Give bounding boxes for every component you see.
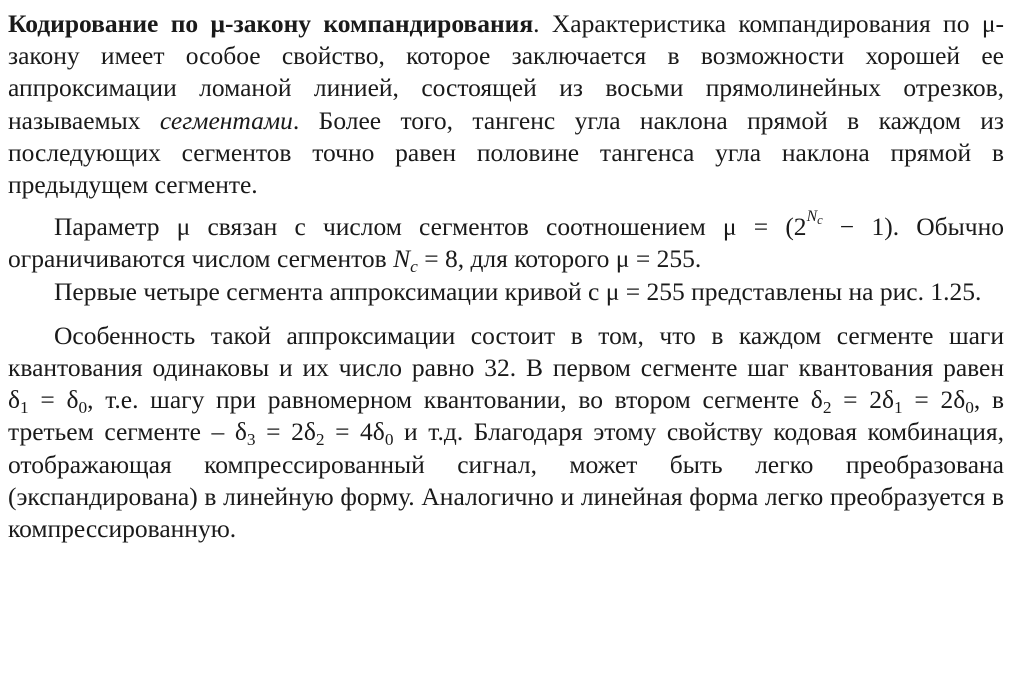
paragraph-mu-law-intro bbox=[8, 8, 1004, 201]
delta-symbol: δ bbox=[66, 385, 79, 415]
text-run: . Обычно ограничиваются числом сегментов bbox=[8, 212, 1005, 274]
text-run: , т.е. шагу при равномерном квантовании, во втором сегменте bbox=[87, 385, 811, 415]
delta-subscript: 2 bbox=[822, 398, 832, 418]
paragraph-segments-figure bbox=[8, 276, 1004, 308]
nc-subscript: c bbox=[410, 257, 418, 277]
text-run: , в третьем сегменте – bbox=[8, 385, 1004, 447]
equals: = bbox=[28, 385, 67, 415]
formula-mu bbox=[722, 208, 893, 242]
equals: = 2 bbox=[902, 385, 954, 415]
paragraph-mu-parameter bbox=[8, 208, 1005, 277]
formula-delta-2 bbox=[810, 385, 974, 418]
text-run: Первые четыре сегмента аппроксимации кривой с μ = 255 представлены на рис. 1.25. bbox=[54, 276, 982, 306]
delta-subscript: 3 bbox=[246, 430, 256, 450]
delta-symbol: δ bbox=[882, 385, 895, 415]
exponent-symbol: N bbox=[806, 208, 818, 225]
delta-subscript: 2 bbox=[315, 430, 325, 450]
equals: = 2 bbox=[831, 385, 882, 415]
delta-subscript: 1 bbox=[20, 398, 29, 418]
delta-subscript: 0 bbox=[965, 398, 974, 418]
text-run: Параметр μ связан с числом сегментов соотношением bbox=[54, 212, 723, 242]
delta-symbol: δ bbox=[953, 385, 966, 415]
emphasis-term: сегментами bbox=[159, 105, 293, 135]
delta-symbol: δ bbox=[810, 385, 823, 415]
text-run: . Характеристика компандирования по μ-закону имеет особое свойство, которое заключается в возможности хорошей ее аппроксимации ломаной линией, состоящей из восьми прямолинейных отрезков, называемых bbox=[8, 9, 1004, 135]
formula-rhs: − 1) bbox=[822, 212, 893, 242]
formula-delta-1 bbox=[8, 385, 88, 418]
equals: = 4 bbox=[324, 417, 373, 447]
text-run: , для которого μ = 255. bbox=[457, 244, 702, 274]
delta-symbol: δ bbox=[303, 417, 316, 447]
text-run: . Более того, тангенс угла наклона прямой в каждом из последующих сегментов точно равен половине тангенса угла наклона прямой в предыдущем сегменте. bbox=[8, 105, 1005, 200]
equals: = 2 bbox=[255, 417, 304, 447]
formula-exponent bbox=[806, 208, 823, 228]
text-run: Особенность такой аппроксимации состоит в том, что в каждом сегменте шаги квантования одинаковы и их число равно 32. В первом сегменте шаг квантования равен bbox=[8, 320, 1004, 383]
nc-symbol: N bbox=[393, 244, 411, 274]
delta-subscript: 1 bbox=[894, 398, 903, 418]
delta-symbol: δ bbox=[234, 417, 247, 447]
delta-symbol: δ bbox=[8, 385, 21, 415]
section-heading: Кодирование по μ-закону компандирования bbox=[8, 9, 534, 38]
text-run: и т.д. Благодаря этому свойству кодовая комбинация, отображающая компрессированный сигнал, может быть легко преобразована (экспандирована) в линейную форму. Аналогично и линейная форма легко преобразуется в компрессированную. bbox=[8, 417, 1004, 544]
delta-subscript: 0 bbox=[78, 398, 88, 418]
formula-delta-3 bbox=[234, 417, 394, 450]
formula-lhs: μ = (2 bbox=[722, 212, 807, 242]
delta-symbol: δ bbox=[372, 417, 385, 447]
paragraph-quantization-steps bbox=[8, 320, 1004, 545]
exponent-subscript: c bbox=[817, 213, 823, 228]
nc-equation: = 8 bbox=[417, 244, 458, 274]
delta-subscript: 0 bbox=[384, 430, 394, 450]
